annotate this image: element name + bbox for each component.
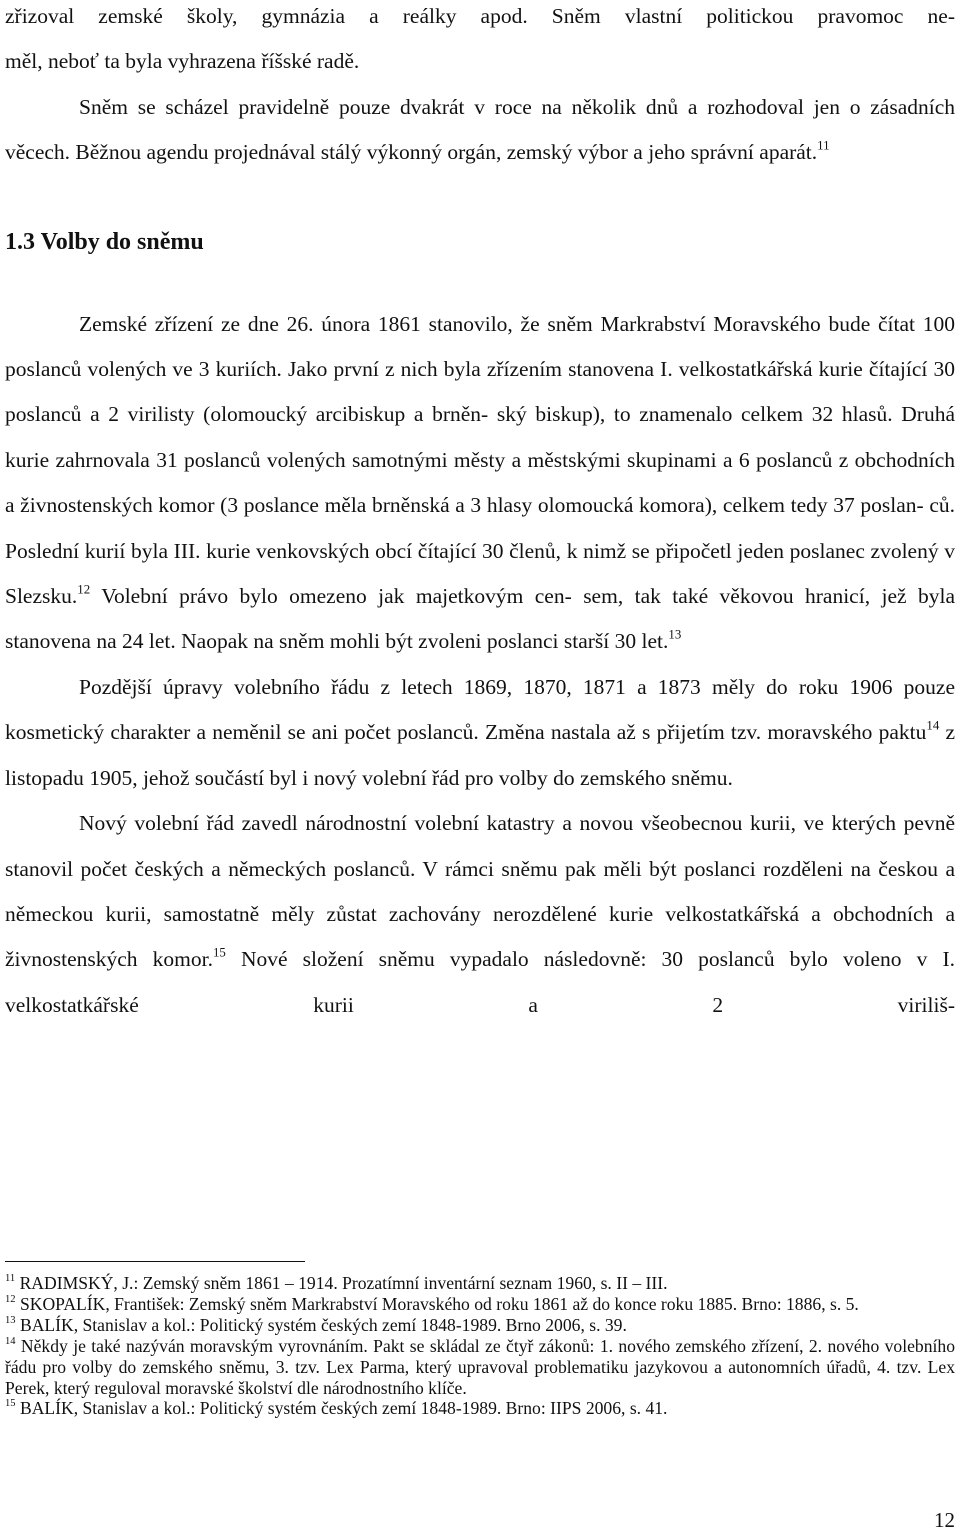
paragraph-text: ců. Poslední kurií byla III. kurie venkovských obcí čítající 30 členů, k nimž se připočetl jeden poslanec zvolený v Slezsku. <box>5 493 956 609</box>
paragraph-text: Sněm se scházel pravidelně pouze dvakrát v roce na několik dnů a rozhodoval jen o zásadních věcech. Běžnou agendu projednával stálý výkonný orgán, zemský výbor a jeho správní aparát. <box>5 94 955 165</box>
footnote <box>5 1398 955 1419</box>
paragraph-text: ský biskup), to znamenalo celkem 32 hlasů. Druhá kurie zahrnovala 31 poslanců volených samotnými městy a městskými skupinami a 6 poslanců z obchodních a živnostenských komor (3 poslance měla brněnská a 3 hlasy olomoucká komora), celkem tedy 37 poslan- <box>5 402 955 518</box>
paragraph <box>5 801 955 1028</box>
footnote-number: 13 <box>5 1314 16 1326</box>
footnote-ref: 12 <box>77 582 91 597</box>
document-page <box>5 0 955 1537</box>
footnote <box>5 1336 955 1399</box>
footnotes <box>5 1273 955 1419</box>
footnote-ref: 13 <box>668 627 682 642</box>
paragraph-text: sem, tak také věkovou hranicí, jež byla stanovena na 24 let. Naopak na sněm mohli být zvoleni poslanci starší 30 let. <box>5 584 955 654</box>
footnote-number: 11 <box>5 1273 16 1285</box>
footnote <box>5 1294 955 1315</box>
footnote-ref: 15 <box>212 945 226 960</box>
footnote <box>5 1273 955 1294</box>
paragraph-continued <box>5 0 955 85</box>
paragraph-text: Nové složení sněmu vypadalo následovně: 30 poslanců bylo voleno v I. velkostatkářské kurii a 2 viriliš- <box>5 947 955 1017</box>
footnote-text: Někdy je také nazýván moravským vyrovnáním. Pakt se skládal ze čtyř zákonů: 1. nového zemského zřízení, 2. nového volebního řádu pro volby do zemského sněmu, 3. tzv. Lex Parma, který upravoval problematiku jazykovou a autonomních úřadů, 4. tzv. Lex Perek, který reguloval moravské školství dle národnostního klíče. <box>5 1335 955 1398</box>
paragraph-text: Volební právo bylo omezeno jak majetkovým cen- <box>90 584 572 609</box>
page-number: 12 <box>934 1508 955 1532</box>
footnote-number: 15 <box>5 1398 16 1410</box>
footnote <box>5 1315 955 1336</box>
paragraph-text: Pozdější úpravy volebního řádu z letech 1869, 1870, 1871 a 1873 měly do roku 1906 pouze kosmetický charakter a neměnil se ani počet poslanců. Změna nastala až s přijetím tzv. moravského paktu <box>5 674 955 745</box>
text-line: zřizoval zemské školy, gymnázia a reálky apod. Sněm vlastní politickou pravomoc ne- <box>5 4 955 28</box>
footnote-text: BALÍK, Stanislav a kol.: Politický systém českých zemí 1848-1989. Brno 2006, s. 39. <box>19 1314 627 1335</box>
footnote-ref: 14 <box>926 718 940 733</box>
paragraph <box>5 665 955 801</box>
paragraph <box>5 302 955 665</box>
paragraph-text: Nový volební řád zavedl národnostní volební katastry a novou všeobecnou kurii, ve kterých pevně stanovil počet českých a německých poslanců. V rámci sněmu pak měli být poslanci rozděleni na českou a německou kurii, samostatně měly zůstat zachovány nerozdělené kurie velkostatkářská a obchodních a živnostenských komor. <box>5 811 955 972</box>
section-heading: 1.3 Volby do sněmu <box>5 228 204 255</box>
main-text <box>5 0 955 1028</box>
paragraph-text: Zemské zřízení ze dne 26. února 1861 stanovilo, že sněm Markrabství Moravského bude čítat 100 poslanců volených ve 3 kuriích. Jako první z nich byla zřízením stanovena I. velkostatkářská kurie čítající 30 poslanců a 2 virilisty (olomoucký arcibiskup a brněn- <box>5 311 955 427</box>
footnote-separator <box>5 1261 305 1262</box>
paragraph-text: z listopadu 1905, jehož součástí byl i nový volební řád pro volby do zemského sněmu. <box>5 720 956 790</box>
paragraph <box>5 85 955 176</box>
text-line: měl, neboť ta byla vyhrazena říšské radě. <box>5 49 360 74</box>
footnote-number: 12 <box>5 1294 16 1305</box>
footnote-text: RADIMSKÝ, J.: Zemský sněm 1861 – 1914. Prozatímní inventární seznam 1960, s. II – III. <box>19 1273 668 1293</box>
footnote-text: SKOPALÍK, František: Zemský sněm Markrabství Moravského od roku 1861 až do konce roku 1885. Brno: 1886, s. 5. <box>19 1293 859 1314</box>
footnote-number: 14 <box>5 1335 16 1347</box>
footnote-ref: 11 <box>817 138 830 153</box>
footnote-text: BALÍK, Stanislav a kol.: Politický systém českých zemí 1848-1989. Brno: IIPS 2006, s. 41. <box>19 1398 668 1419</box>
